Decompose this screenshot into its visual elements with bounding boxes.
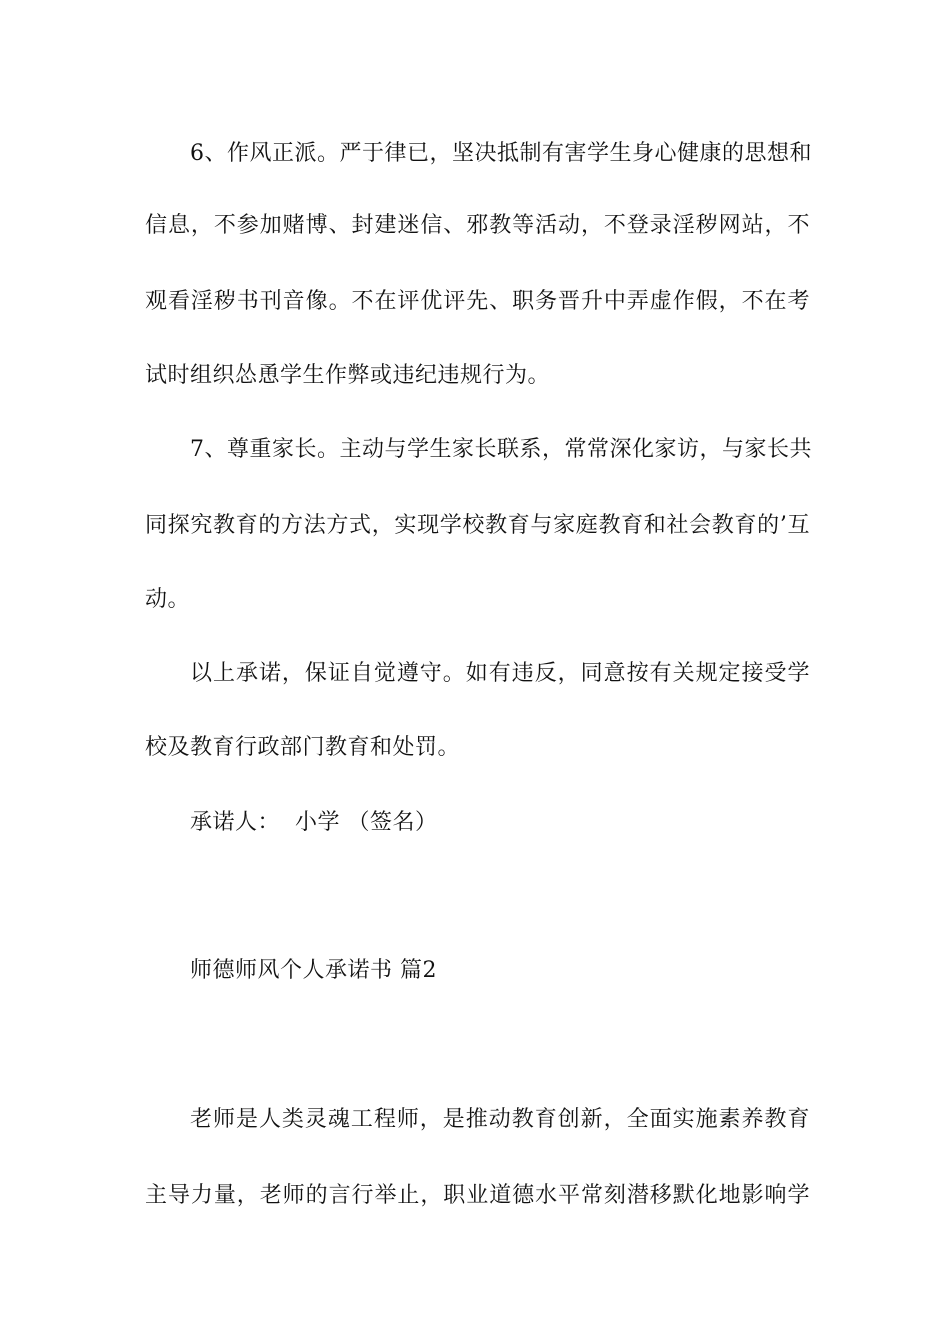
paragraph-intro-line-2: 主导力量，老师的言行举止，职业道德水平常刻潜移默化地影响学 — [145, 1183, 810, 1208]
paragraph-item6-line-2: 信息，不参加赌博、封建迷信、邪教等活动，不登录淫秽网站，不 — [145, 213, 810, 238]
paragraph-item7-line-1: 7、尊重家长。主动与学生家长联系，常常深化家访，与家长共 — [190, 437, 812, 462]
paragraph-item7-line-2: 同探究教育的方法方式，实现学校教育与家庭教育和社会教育的’互 — [145, 513, 810, 538]
paragraph-intro-line-1: 老师是人类灵魂工程师，是推动教育创新，全面实施素养教育 — [190, 1107, 810, 1132]
paragraph-promise-line-1: 以上承诺，保证自觉遵守。如有违反，同意按有关规定接受学 — [190, 661, 810, 686]
paragraph-item7-line-3: 动。 — [145, 587, 191, 612]
signature-line: 承诺人： 小学 （签名） — [190, 810, 438, 835]
section-title: 师德师风个人承诺书 篇2 — [190, 958, 437, 983]
paragraph-item6-line-1: 6、作风正派。严于律已，坚决抵制有害学生身心健康的思想和 — [190, 141, 812, 166]
paragraph-item6-line-3: 观看淫秽书刊音像。不在评优评先、职务晋升中弄虚作假，不在考 — [145, 289, 810, 314]
paragraph-item6-line-4: 试时组织怂恿学生作弊或违纪违规行为。 — [145, 363, 551, 388]
paragraph-promise-line-2: 校及教育行政部门教育和处罚。 — [145, 735, 461, 760]
